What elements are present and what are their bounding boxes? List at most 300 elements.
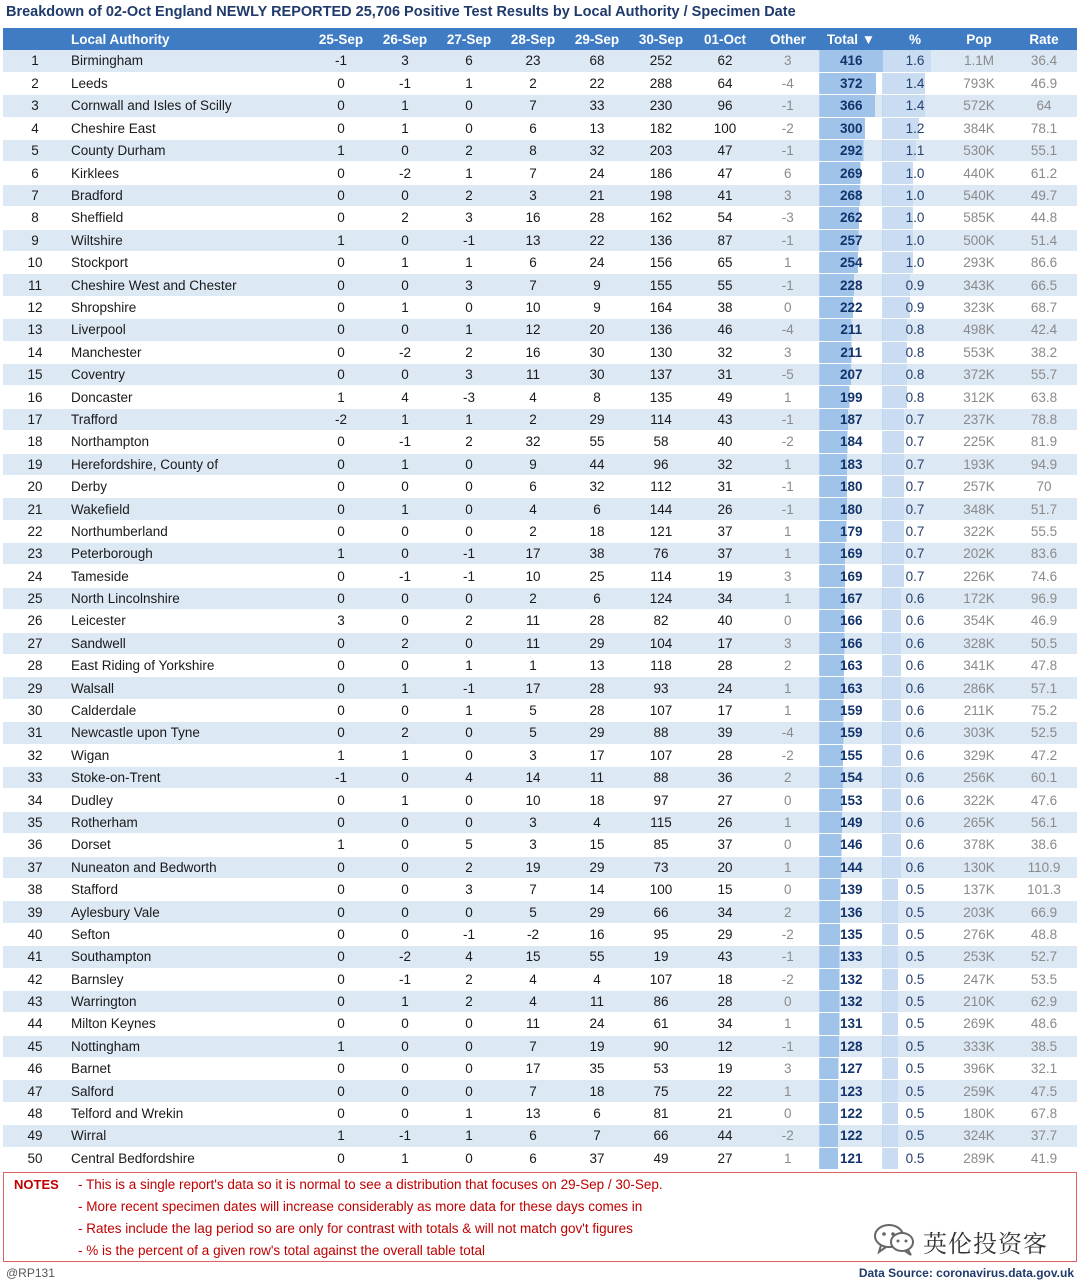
table-row[interactable] [3, 1035, 1077, 1057]
sep25-cell: -1 [309, 50, 373, 72]
rank-cell: 46 [3, 1058, 67, 1080]
sep29-cell: 29 [565, 722, 629, 744]
pop-cell: 256K [947, 767, 1011, 789]
table-row[interactable] [3, 789, 1077, 811]
sep29-cell: 37 [565, 1147, 629, 1169]
sep27-cell: -1 [437, 543, 501, 565]
percent-cell: 0.5 [883, 968, 947, 990]
rate-cell: 67.8 [1011, 1102, 1077, 1124]
percent-cell: 0.6 [883, 856, 947, 878]
sep30-cell: 49 [629, 1147, 693, 1169]
other-cell: -2 [757, 117, 819, 139]
col-header-local-authority[interactable]: Local Authority [67, 28, 309, 50]
sep29-cell: 7 [565, 1125, 629, 1147]
pop-cell: 530K [947, 140, 1011, 162]
sep26-cell: 0 [373, 587, 437, 609]
other-cell: -4 [757, 319, 819, 341]
local-authority-cell: Trafford [67, 408, 309, 430]
oct01-cell: 28 [693, 744, 757, 766]
rank-cell: 3 [3, 95, 67, 117]
percent-cell: 0.5 [883, 1102, 947, 1124]
total-cell: 122 [819, 1102, 883, 1124]
rank-cell: 30 [3, 699, 67, 721]
total-cell: 144 [819, 856, 883, 878]
sep30-cell: 66 [629, 901, 693, 923]
table-row[interactable] [3, 50, 1077, 72]
table-row[interactable] [3, 1013, 1077, 1035]
local-authority-cell: Herefordshire, County of [67, 453, 309, 475]
percent-cell: 0.6 [883, 610, 947, 632]
table-row[interactable] [3, 878, 1077, 900]
percent-cell: 0.5 [883, 1058, 947, 1080]
sep27-cell: 3 [437, 363, 501, 385]
total-cell: 132 [819, 990, 883, 1012]
rank-cell: 29 [3, 677, 67, 699]
sep29-cell: 44 [565, 453, 629, 475]
sep25-cell: 0 [309, 207, 373, 229]
sep28-cell: 4 [501, 968, 565, 990]
rate-cell: 51.4 [1011, 229, 1077, 251]
local-authority-table [3, 28, 1077, 1170]
sep28-cell: 8 [501, 140, 565, 162]
sep30-cell: 114 [629, 565, 693, 587]
local-authority-cell: Manchester [67, 341, 309, 363]
sep27-cell: 0 [437, 722, 501, 744]
col-header-pop[interactable]: Pop [947, 28, 1011, 50]
sep28-cell: -2 [501, 923, 565, 945]
total-cell: 122 [819, 1125, 883, 1147]
sep27-cell: 2 [437, 856, 501, 878]
total-cell: 163 [819, 677, 883, 699]
pop-cell: 553K [947, 341, 1011, 363]
pop-cell: 276K [947, 923, 1011, 945]
sep26-cell: 0 [373, 229, 437, 251]
rank-cell: 43 [3, 990, 67, 1012]
sep29-cell: 11 [565, 767, 629, 789]
table-row[interactable] [3, 95, 1077, 117]
other-cell: 1 [757, 699, 819, 721]
percent-cell: 0.7 [883, 475, 947, 497]
table-row[interactable] [3, 229, 1077, 251]
sep26-cell: 0 [373, 475, 437, 497]
pop-cell: 259K [947, 1080, 1011, 1102]
rank-cell: 22 [3, 520, 67, 542]
sep28-cell: 14 [501, 767, 565, 789]
total-cell: 207 [819, 363, 883, 385]
col-header-26-sep[interactable]: 26-Sep [373, 28, 437, 50]
table-row[interactable] [3, 207, 1077, 229]
other-cell: 0 [757, 878, 819, 900]
table-row[interactable] [3, 453, 1077, 475]
sep30-cell: 95 [629, 923, 693, 945]
local-authority-cell: Kirklees [67, 162, 309, 184]
sep30-cell: 136 [629, 229, 693, 251]
sep25-cell: 0 [309, 72, 373, 94]
pop-cell: 130K [947, 856, 1011, 878]
rank-cell: 26 [3, 610, 67, 632]
total-cell: 139 [819, 878, 883, 900]
other-cell: 3 [757, 565, 819, 587]
local-authority-cell: North Lincolnshire [67, 587, 309, 609]
table-row[interactable] [3, 117, 1077, 139]
sep27-cell: 1 [437, 699, 501, 721]
percent-cell: 0.6 [883, 722, 947, 744]
rate-cell: 36.4 [1011, 50, 1077, 72]
pop-cell: 265K [947, 811, 1011, 833]
col-header-percent[interactable]: % [883, 28, 947, 50]
sep30-cell: 198 [629, 184, 693, 206]
table-row[interactable] [3, 408, 1077, 430]
rank-cell: 38 [3, 878, 67, 900]
percent-cell: 0.6 [883, 632, 947, 654]
sep30-cell: 97 [629, 789, 693, 811]
sep28-cell: 6 [501, 475, 565, 497]
local-authority-cell: Derby [67, 475, 309, 497]
other-cell: -1 [757, 408, 819, 430]
sep27-cell: 0 [437, 1035, 501, 1057]
sep28-cell: 7 [501, 1035, 565, 1057]
rank-cell: 49 [3, 1125, 67, 1147]
sep29-cell: 24 [565, 252, 629, 274]
table-row[interactable] [3, 655, 1077, 677]
sep28-cell: 13 [501, 1102, 565, 1124]
local-authority-cell: Walsall [67, 677, 309, 699]
percent-cell: 0.5 [883, 1013, 947, 1035]
rank-cell: 15 [3, 363, 67, 385]
col-header-29-sep[interactable]: 29-Sep [565, 28, 629, 50]
rate-cell: 61.2 [1011, 162, 1077, 184]
local-authority-cell: Sheffield [67, 207, 309, 229]
sep26-cell: 1 [373, 408, 437, 430]
sep25-cell: 0 [309, 475, 373, 497]
rank-cell: 32 [3, 744, 67, 766]
table-row[interactable] [3, 543, 1077, 565]
rank-cell: 48 [3, 1102, 67, 1124]
sep26-cell: 0 [373, 610, 437, 632]
sep27-cell: 0 [437, 95, 501, 117]
percent-cell: 1.0 [883, 162, 947, 184]
percent-cell: 0.8 [883, 319, 947, 341]
pop-cell: 372K [947, 363, 1011, 385]
note-item: - Rates include the lag period so are only for contrast with totals & will not match gov't figures [78, 1221, 633, 1236]
pop-cell: 269K [947, 1013, 1011, 1035]
table-row[interactable] [3, 386, 1077, 408]
table-row[interactable] [3, 699, 1077, 721]
percent-cell: 1.1 [883, 140, 947, 162]
rate-cell: 53.5 [1011, 968, 1077, 990]
rate-cell: 32.1 [1011, 1058, 1077, 1080]
sep28-cell: 11 [501, 632, 565, 654]
sep26-cell: 0 [373, 543, 437, 565]
oct01-cell: 20 [693, 856, 757, 878]
table-row[interactable] [3, 946, 1077, 968]
sep27-cell: 0 [437, 453, 501, 475]
col-header-27-sep[interactable]: 27-Sep [437, 28, 501, 50]
sep28-cell: 1 [501, 655, 565, 677]
sep29-cell: 55 [565, 946, 629, 968]
table-row[interactable] [3, 1125, 1077, 1147]
rate-cell: 66.9 [1011, 901, 1077, 923]
other-cell: 0 [757, 296, 819, 318]
sep29-cell: 30 [565, 363, 629, 385]
table-row[interactable] [3, 610, 1077, 632]
sep28-cell: 6 [501, 1125, 565, 1147]
table-row[interactable] [3, 565, 1077, 587]
table-row[interactable] [3, 1080, 1077, 1102]
oct01-cell: 15 [693, 878, 757, 900]
oct01-cell: 21 [693, 1102, 757, 1124]
sep28-cell: 3 [501, 184, 565, 206]
percent-cell: 0.6 [883, 699, 947, 721]
oct01-cell: 43 [693, 946, 757, 968]
pop-cell: 329K [947, 744, 1011, 766]
local-authority-cell: Cornwall and Isles of Scilly [67, 95, 309, 117]
rate-cell: 38.6 [1011, 834, 1077, 856]
table-row[interactable] [3, 767, 1077, 789]
other-cell: 3 [757, 632, 819, 654]
oct01-cell: 36 [693, 767, 757, 789]
col-header-total-sorted[interactable]: Total ▼ [819, 28, 883, 50]
table-row[interactable] [3, 363, 1077, 385]
table-row[interactable] [3, 722, 1077, 744]
table-row[interactable] [3, 475, 1077, 497]
local-authority-cell: Nuneaton and Bedworth [67, 856, 309, 878]
rate-cell: 50.5 [1011, 632, 1077, 654]
sep29-cell: 4 [565, 811, 629, 833]
sep29-cell: 68 [565, 50, 629, 72]
other-cell: -2 [757, 968, 819, 990]
sep30-cell: 61 [629, 1013, 693, 1035]
percent-cell: 0.6 [883, 744, 947, 766]
sep30-cell: 100 [629, 878, 693, 900]
table-row[interactable] [3, 1147, 1077, 1169]
sep29-cell: 9 [565, 274, 629, 296]
pop-cell: 257K [947, 475, 1011, 497]
sep29-cell: 19 [565, 1035, 629, 1057]
col-header-01-oct[interactable]: 01-Oct [693, 28, 757, 50]
sep25-cell: 1 [309, 543, 373, 565]
sep27-cell: 5 [437, 834, 501, 856]
percent-cell: 0.7 [883, 408, 947, 430]
sep26-cell: -1 [373, 431, 437, 453]
pop-cell: 440K [947, 162, 1011, 184]
sep29-cell: 6 [565, 1102, 629, 1124]
pop-cell: 540K [947, 184, 1011, 206]
rank-cell: 16 [3, 386, 67, 408]
rate-cell: 60.1 [1011, 767, 1077, 789]
sep27-cell: 2 [437, 990, 501, 1012]
sep25-cell: 1 [309, 1035, 373, 1057]
sep28-cell: 7 [501, 1080, 565, 1102]
sep27-cell: 1 [437, 252, 501, 274]
local-authority-cell: Dorset [67, 834, 309, 856]
sep27-cell: 3 [437, 274, 501, 296]
table-row[interactable] [3, 811, 1077, 833]
rate-cell: 86.6 [1011, 252, 1077, 274]
table-row[interactable] [3, 274, 1077, 296]
table-row[interactable] [3, 184, 1077, 206]
other-cell: 1 [757, 386, 819, 408]
oct01-cell: 17 [693, 632, 757, 654]
local-authority-cell: Calderdale [67, 699, 309, 721]
sep27-cell: 0 [437, 632, 501, 654]
sep30-cell: 107 [629, 699, 693, 721]
percent-cell: 0.5 [883, 1080, 947, 1102]
total-cell: 300 [819, 117, 883, 139]
oct01-cell: 96 [693, 95, 757, 117]
sep27-cell: 1 [437, 1102, 501, 1124]
sep26-cell: 1 [373, 95, 437, 117]
sep29-cell: 6 [565, 587, 629, 609]
sep26-cell: 1 [373, 789, 437, 811]
sep26-cell: 0 [373, 767, 437, 789]
rate-cell: 47.2 [1011, 744, 1077, 766]
sep29-cell: 18 [565, 789, 629, 811]
table-row[interactable] [3, 834, 1077, 856]
percent-cell: 1.0 [883, 207, 947, 229]
table-row[interactable] [3, 744, 1077, 766]
sep25-cell: 0 [309, 431, 373, 453]
col-header-other[interactable]: Other [757, 28, 819, 50]
sep28-cell: 19 [501, 856, 565, 878]
percent-cell: 0.6 [883, 767, 947, 789]
pop-cell: 293K [947, 252, 1011, 274]
note-item: - % is the percent of a given row's total against the overall table total [78, 1243, 486, 1258]
oct01-cell: 47 [693, 162, 757, 184]
sep27-cell: 1 [437, 1125, 501, 1147]
sep26-cell: 0 [373, 1035, 437, 1057]
table-row[interactable] [3, 901, 1077, 923]
percent-cell: 0.7 [883, 543, 947, 565]
percent-cell: 1.0 [883, 229, 947, 251]
pop-cell: 396K [947, 1058, 1011, 1080]
table-row[interactable] [3, 72, 1077, 94]
table-row[interactable] [3, 296, 1077, 318]
col-header-28-sep[interactable]: 28-Sep [501, 28, 565, 50]
col-header-25-sep[interactable]: 25-Sep [309, 28, 373, 50]
table-row[interactable] [3, 923, 1077, 945]
sep30-cell: 90 [629, 1035, 693, 1057]
sep25-cell: 0 [309, 632, 373, 654]
sep30-cell: 104 [629, 632, 693, 654]
table-row[interactable] [3, 677, 1077, 699]
local-authority-cell: Nottingham [67, 1035, 309, 1057]
table-row[interactable] [3, 587, 1077, 609]
sep26-cell: 0 [373, 1013, 437, 1035]
sep29-cell: 16 [565, 923, 629, 945]
oct01-cell: 64 [693, 72, 757, 94]
sep26-cell: 0 [373, 699, 437, 721]
sep27-cell: 0 [437, 498, 501, 520]
col-header-30-sep[interactable]: 30-Sep [629, 28, 693, 50]
percent-cell: 0.7 [883, 453, 947, 475]
percent-cell: 0.8 [883, 341, 947, 363]
sep29-cell: 28 [565, 207, 629, 229]
footer-credit: @RP131 [6, 1266, 55, 1280]
other-cell: 0 [757, 834, 819, 856]
local-authority-cell: Leicester [67, 610, 309, 632]
col-header-rank[interactable] [3, 28, 67, 50]
rank-cell: 44 [3, 1013, 67, 1035]
sep26-cell: 1 [373, 252, 437, 274]
report-title: Breakdown of 02-Oct England NEWLY REPORTED 25,706 Positive Test Results by Local Authority / Specimen Date [6, 4, 796, 20]
pop-cell: 237K [947, 408, 1011, 430]
oct01-cell: 34 [693, 901, 757, 923]
rank-cell: 35 [3, 811, 67, 833]
sep25-cell: 0 [309, 1080, 373, 1102]
sep29-cell: 29 [565, 856, 629, 878]
sep29-cell: 28 [565, 699, 629, 721]
local-authority-cell: Stafford [67, 878, 309, 900]
sep26-cell: 1 [373, 744, 437, 766]
table-row[interactable] [3, 856, 1077, 878]
table-row[interactable] [3, 1058, 1077, 1080]
wechat-watermark [873, 1222, 1048, 1261]
table-row[interactable] [3, 1102, 1077, 1124]
sep28-cell: 7 [501, 274, 565, 296]
rate-cell: 38.5 [1011, 1035, 1077, 1057]
percent-cell: 0.6 [883, 677, 947, 699]
local-authority-cell: Tameside [67, 565, 309, 587]
other-cell: -1 [757, 95, 819, 117]
oct01-cell: 31 [693, 475, 757, 497]
col-header-rate[interactable]: Rate [1011, 28, 1077, 50]
other-cell: 1 [757, 856, 819, 878]
sep30-cell: 135 [629, 386, 693, 408]
total-cell: 268 [819, 184, 883, 206]
table-row[interactable] [3, 319, 1077, 341]
total-cell: 269 [819, 162, 883, 184]
sep26-cell: -1 [373, 968, 437, 990]
pop-cell: 180K [947, 1102, 1011, 1124]
other-cell: 3 [757, 50, 819, 72]
other-cell: 1 [757, 811, 819, 833]
oct01-cell: 31 [693, 363, 757, 385]
oct01-cell: 27 [693, 789, 757, 811]
sep28-cell: 32 [501, 431, 565, 453]
rate-cell: 52.5 [1011, 722, 1077, 744]
table-row[interactable] [3, 252, 1077, 274]
table-row[interactable] [3, 968, 1077, 990]
table-header-row [3, 28, 1077, 50]
table-row[interactable] [3, 632, 1077, 654]
total-cell: 127 [819, 1058, 883, 1080]
total-cell: 292 [819, 140, 883, 162]
other-cell: 1 [757, 1080, 819, 1102]
table-row[interactable] [3, 520, 1077, 542]
sep28-cell: 3 [501, 744, 565, 766]
rank-cell: 47 [3, 1080, 67, 1102]
sep27-cell: 4 [437, 946, 501, 968]
table-row[interactable] [3, 140, 1077, 162]
sep29-cell: 24 [565, 1013, 629, 1035]
sep30-cell: 130 [629, 341, 693, 363]
table-row[interactable] [3, 341, 1077, 363]
sep28-cell: 23 [501, 50, 565, 72]
table-row[interactable] [3, 431, 1077, 453]
table-row[interactable] [3, 990, 1077, 1012]
sep27-cell: 0 [437, 1013, 501, 1035]
other-cell: -4 [757, 72, 819, 94]
total-cell: 366 [819, 95, 883, 117]
oct01-cell: 87 [693, 229, 757, 251]
sep29-cell: 4 [565, 968, 629, 990]
total-cell: 211 [819, 341, 883, 363]
sep30-cell: 118 [629, 655, 693, 677]
table-row[interactable] [3, 498, 1077, 520]
table-row[interactable] [3, 162, 1077, 184]
pop-cell: 286K [947, 677, 1011, 699]
